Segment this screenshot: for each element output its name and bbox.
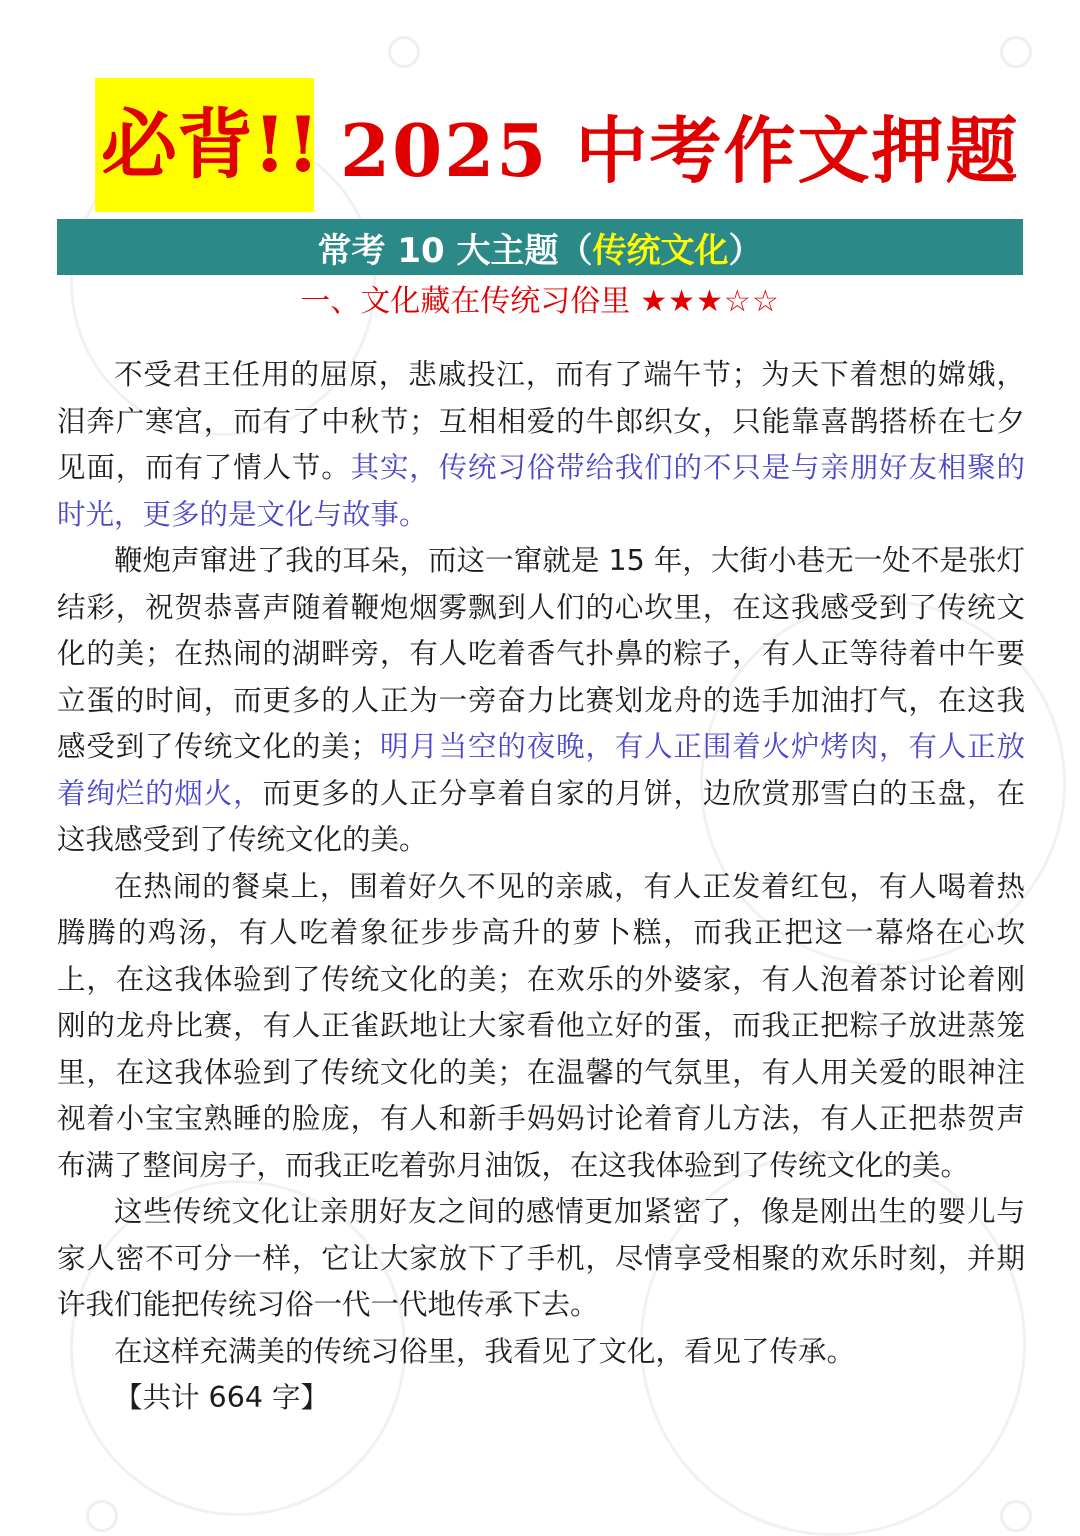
essay-paragraph: 在热闹的餐桌上，围着好久不见的亲戚，有人正发着红包，有人喝着热腾腾的鸡汤，有人吃着象征步步高升的萝卜糕，而我正把这一幕烙在心坎上，在这我体验到了传统文化的美；在欢乐的外婆家，有人泡着茶讨论着刚刚的龙舟比赛，有人正雀跃地让大家看他立好的蛋，而我正把粽子放进蒸笼里，在这我体验到了传统文化的美；在温馨的气氛里，有人用关爱的眼神注视着小宝宝熟睡的脸庞，有人和新手妈妈讨论着育儿方法，有人正把恭贺声布满了整间房子，而我正吃着弥月油饭，在这我体验到了传统文化的美。: [57, 869, 1025, 1182]
watermark-dot: [86, 1500, 118, 1532]
title-highlight: 必背!!: [95, 78, 314, 212]
page-title: 2025 中考作文押题: [340, 108, 1020, 193]
section-title-text: 一、文化藏在传统习俗里: [300, 284, 631, 319]
theme-banner-highlight: 传统文化: [592, 230, 729, 271]
watermark-dot: [1000, 1500, 1032, 1532]
highlighted-text: 其实，传统习俗带给我们的不只是与亲朋好友相聚的时光，更多的是文化与故事。: [57, 451, 1025, 531]
section-heading: [0, 280, 1080, 324]
word-count: 【共计 664 字】: [114, 1381, 330, 1414]
paragraph-text: 鞭炮声窜进了我的耳朵，而这一窜就是 15 年，大街小巷无一处不是张灯结彩，祝贺恭喜声随着鞭炮烟雾飘到人们的心坎里，在这我感受到了传统文化的美；在热闹的湖畔旁，有人吃着香气扑鼻的粽子，有人正等待着中午要立蛋的时间，而更多的人正为一旁奋力比赛划龙舟的选手加油打气，在这我感受到了传统文化的美；: [57, 544, 1025, 763]
theme-banner-prefix: 常考 10 大主题（: [317, 230, 593, 271]
essay-paragraph: 这些传统文化让亲朋好友之间的感情更加紧密了，像是刚出生的婴儿与家人密不可分一样，它让大家放下了手机，尽情享受相聚的欢乐时刻，并期许我们能把传统习俗一代一代地传承下去。: [57, 1195, 1025, 1321]
page-header: [95, 78, 1019, 212]
theme-banner-suffix: ）: [728, 230, 763, 271]
star-rating: ★★★☆☆: [640, 284, 780, 319]
essay-paragraph: [57, 538, 1025, 864]
theme-banner: [57, 219, 1023, 275]
essay-paragraph: 在这样充满美的传统习俗里，我看见了文化，看见了传承。: [114, 1334, 856, 1368]
paragraph-text: 而更多的人正分享着自家的月饼，边欣赏那雪白的玉盘，在这我感受到了传统文化的美。: [57, 776, 1025, 856]
highlighted-text: 明月当空的夜晚，有人正围着火炉烤肉，有人正放着绚烂的烟火，: [57, 730, 1025, 810]
paragraph-text: 不受君王任用的屈原，悲戚投江，而有了端午节；为天下着想的嫦娥，泪奔广寒宫，而有了中秋节；互相相爱的牛郎织女，只能靠喜鹊搭桥在七夕见面，而有了情人节。: [57, 358, 1025, 484]
essay-paragraph: [57, 352, 1025, 538]
watermark-dot: [388, 36, 420, 68]
essay-body: [57, 352, 1025, 1422]
watermark-dot: [1000, 36, 1032, 68]
